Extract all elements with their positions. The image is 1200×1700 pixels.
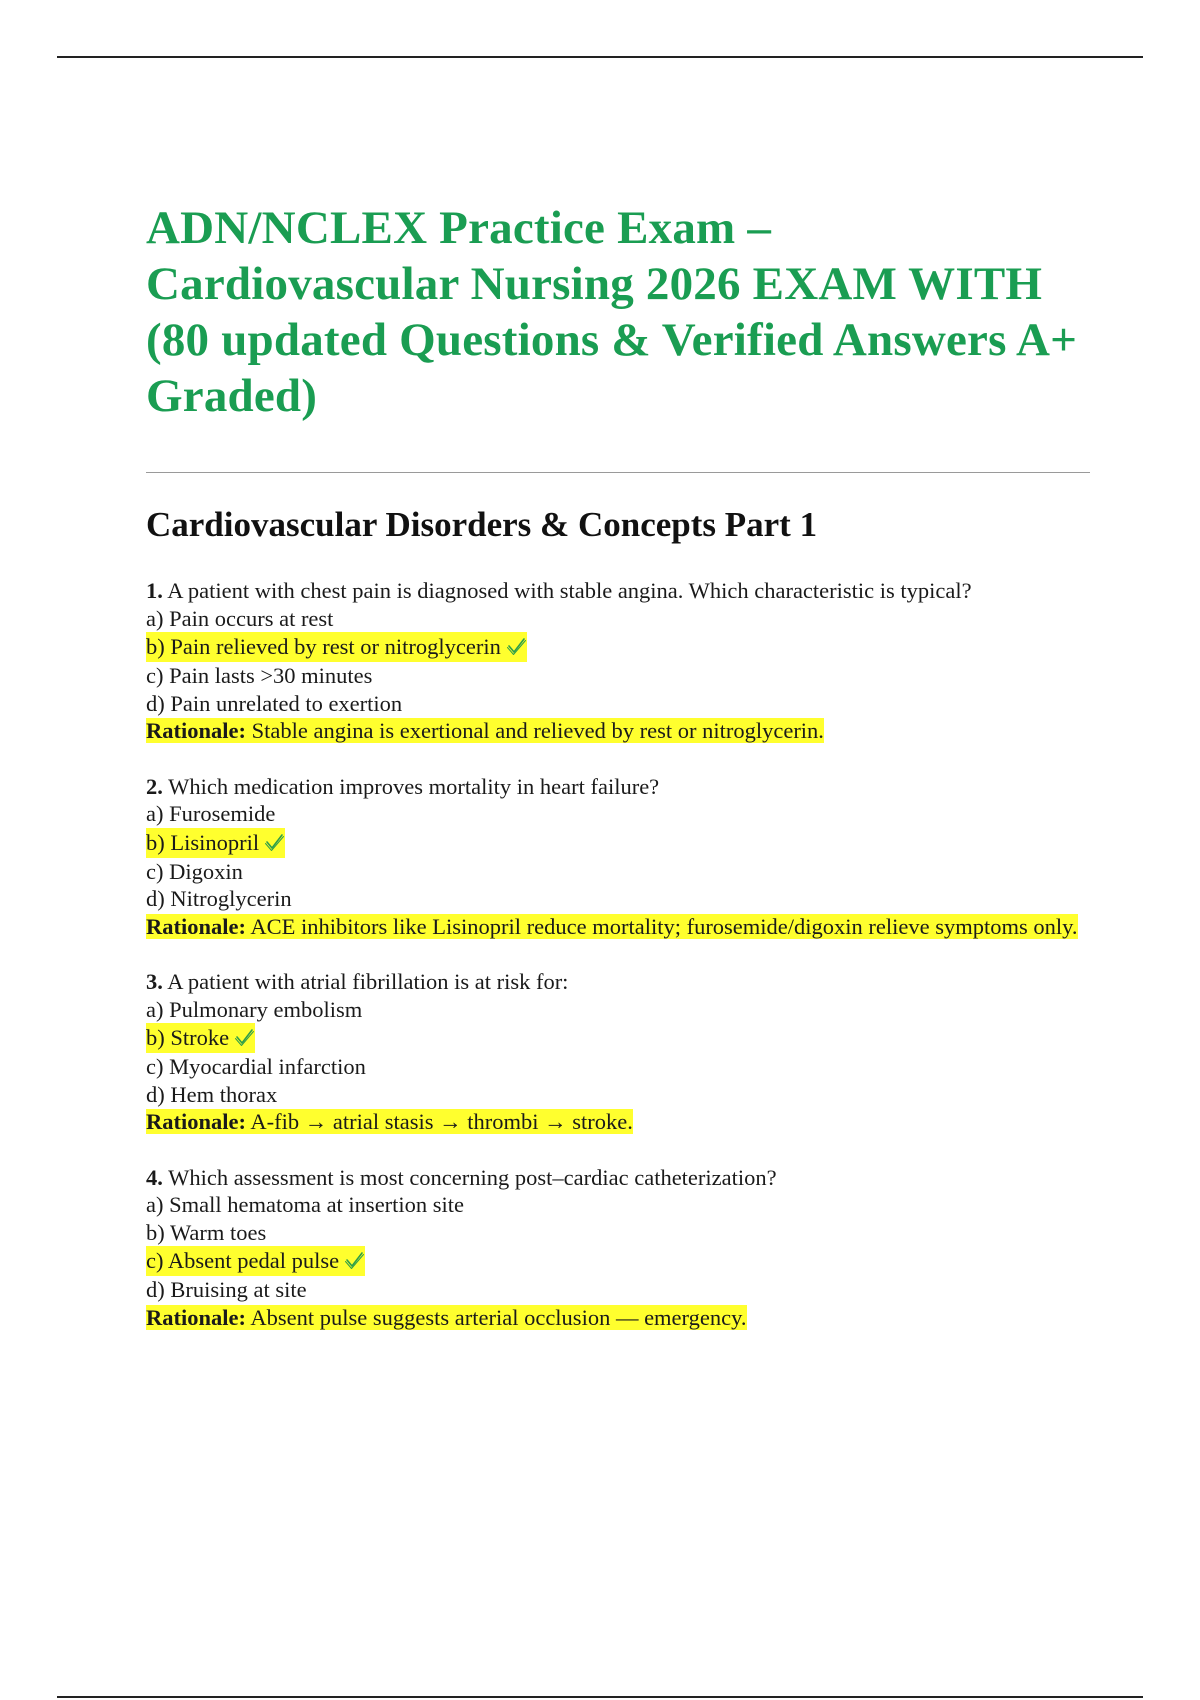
rationale-text: Absent pulse suggests arterial occlusion — emergency. bbox=[250, 1304, 747, 1330]
question-stem bbox=[146, 968, 1090, 996]
option-b-text: b) Stroke bbox=[146, 1025, 230, 1050]
option-c: c) Pain lasts >30 minutes bbox=[146, 663, 373, 688]
rationale bbox=[146, 717, 1090, 745]
option-b-text: b) Lisinopril bbox=[146, 829, 260, 855]
option-b: b) Warm toes bbox=[146, 1219, 267, 1245]
correct-answer-highlight bbox=[146, 1246, 365, 1276]
option-a: a) Pain occurs at rest bbox=[146, 605, 334, 631]
option-b-correct bbox=[146, 1023, 1090, 1053]
question-number: 4. bbox=[146, 1164, 163, 1190]
option-a: a) Furosemide bbox=[146, 801, 276, 826]
rationale-highlight bbox=[146, 914, 1078, 939]
section-heading: Cardiovascular Disorders & Concepts Part 1 bbox=[146, 505, 818, 544]
check-mark-icon bbox=[263, 831, 285, 853]
correct-answer-highlight bbox=[146, 1023, 255, 1053]
option-c-correct bbox=[146, 1246, 1090, 1276]
rationale-highlight bbox=[146, 1305, 747, 1330]
question-text: Which assessment is most concerning post–cardiac catheterization? bbox=[168, 1164, 777, 1190]
option-c: c) Myocardial infarction bbox=[146, 1054, 366, 1079]
rationale-text: Stable angina is exertional and relieved by rest or nitroglycerin. bbox=[251, 718, 824, 743]
question-number: 3. bbox=[146, 969, 163, 994]
rationale bbox=[146, 1304, 1090, 1332]
question-stem bbox=[146, 773, 1090, 801]
correct-answer-highlight bbox=[146, 632, 527, 662]
document-title: ADN/NCLEX Practice Exam – Cardiovascular Nursing 2026 EXAM WITH (80 updated Questions & Verified Answers A+ Graded) bbox=[146, 202, 1078, 422]
question-text: Which medication improves mortality in heart failure? bbox=[168, 773, 660, 799]
option-b-correct bbox=[146, 828, 1090, 858]
question-3 bbox=[146, 968, 1090, 1136]
rationale bbox=[146, 913, 1090, 941]
check-mark-icon bbox=[233, 1026, 255, 1048]
rationale-highlight bbox=[146, 718, 824, 743]
page-top-rule bbox=[57, 56, 1143, 58]
option-d: d) Pain unrelated to exertion bbox=[146, 690, 403, 716]
option-c-text: c) Absent pedal pulse bbox=[146, 1248, 340, 1273]
question-text: A patient with atrial fibrillation is at risk for: bbox=[167, 969, 569, 994]
question-text: A patient with chest pain is diagnosed with stable angina. Which characteristic is typical? bbox=[167, 578, 972, 603]
rationale-text: ACE inhibitors like Lisinopril reduce mortality; furosemide/digoxin relieve symptoms only. bbox=[250, 913, 1078, 939]
rationale bbox=[146, 1108, 1090, 1136]
rationale-label: Rationale: bbox=[146, 1109, 246, 1134]
option-d: d) Hem thorax bbox=[146, 1081, 278, 1107]
question-4 bbox=[146, 1164, 1090, 1332]
rationale-highlight bbox=[146, 1109, 633, 1134]
check-mark-icon bbox=[343, 1249, 365, 1271]
correct-answer-highlight bbox=[146, 828, 285, 858]
page-bottom-rule bbox=[57, 1696, 1143, 1698]
title-divider bbox=[146, 472, 1090, 473]
rationale-label: Rationale: bbox=[146, 1304, 246, 1330]
option-a: a) Small hematoma at insertion site bbox=[146, 1192, 465, 1217]
document-body bbox=[146, 200, 1090, 1331]
question-1 bbox=[146, 577, 1090, 745]
question-number: 2. bbox=[146, 773, 163, 799]
question-stem bbox=[146, 1164, 1090, 1192]
question-2 bbox=[146, 773, 1090, 941]
option-d: d) Nitroglycerin bbox=[146, 886, 292, 911]
option-a: a) Pulmonary embolism bbox=[146, 996, 363, 1022]
rationale-text: A-fib → atrial stasis → thrombi → stroke. bbox=[250, 1109, 633, 1134]
rationale-label: Rationale: bbox=[146, 913, 246, 939]
question-stem bbox=[146, 577, 1090, 605]
rationale-label: Rationale: bbox=[146, 718, 246, 743]
option-b-text: b) Pain relieved by rest or nitroglycerin bbox=[146, 634, 501, 659]
check-mark-icon bbox=[505, 635, 527, 657]
option-d: d) Bruising at site bbox=[146, 1277, 307, 1302]
option-c: c) Digoxin bbox=[146, 858, 243, 884]
question-number: 1. bbox=[146, 578, 163, 603]
option-b-correct bbox=[146, 632, 1090, 662]
